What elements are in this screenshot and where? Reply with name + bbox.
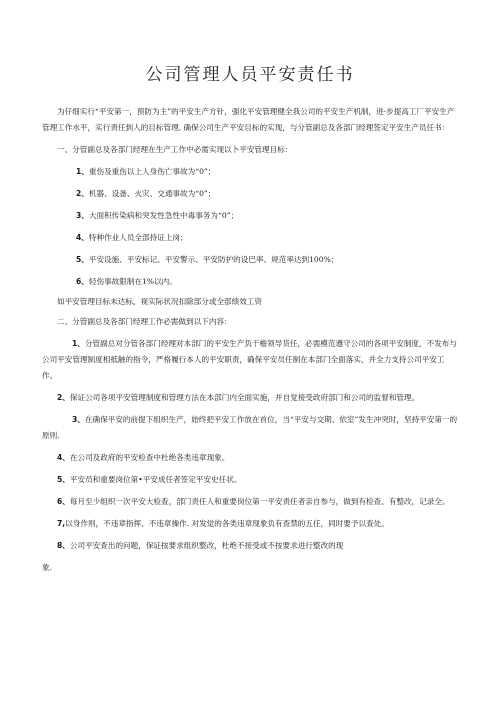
target-item [42, 208, 458, 224]
target-text: 轻伤事故限制在1%以内。 [88, 277, 177, 286]
target-number: 5、 [76, 255, 89, 264]
duty-item [42, 472, 458, 488]
duty-item [42, 450, 458, 466]
continuation-line: 象. [42, 563, 53, 572]
target-item [42, 164, 458, 180]
duty-number: 2、 [57, 393, 70, 402]
duty-number: 3、 [72, 415, 85, 424]
target-number: 6、 [76, 277, 89, 286]
target-text: 特种作业人员全部持证上岗； [88, 233, 188, 242]
duty-item [42, 336, 458, 384]
duty-item [42, 538, 458, 554]
duty-text: 每月至少组织一次平安大检查，部门责任人和重要岗位第一平安责任者亲自参与，做到有检查、有整改，记录全。 [69, 497, 450, 506]
duty-number: 5、 [57, 475, 70, 484]
duty-number: 6、 [57, 497, 70, 506]
duty-text: 分管副总对分管各部门经理对本部门的平安生产负干檐领导货任，必需模范遵守公司的各项平安制度，不发布与公司平安管理制度相抵触的指令，严格履行本人的平安职责，确保平安员任制在本部门全面落实，并全力支持公司平安工作。 [42, 339, 457, 380]
duty-number: 4、 [57, 453, 70, 462]
target-item [42, 274, 458, 290]
duty-item [42, 390, 458, 406]
target-item [42, 186, 458, 202]
target-text: 重伤及重伤以上人身伤亡事故为“0”； [88, 167, 216, 176]
duty-item [42, 494, 458, 510]
duty-number: 1、 [72, 339, 85, 348]
duty-text: 平安员和重要岗位第•平安成任者签定平安史任状。 [69, 475, 242, 484]
target-item [42, 230, 458, 246]
target-item [42, 252, 458, 268]
document-body [42, 104, 458, 576]
target-text: 大面积传染病和突发性急性中毒事务为“0”； [88, 211, 239, 220]
duty-number: 7, [57, 519, 66, 528]
duty-text: 公司平安查出的问题，保证按要求组织整改，杜绝不接受或不按要求进行整改的现 [69, 541, 344, 550]
target-text: 平安设施、平安标记、平安警示、平安防护的设巴率、规范率达到100%； [88, 255, 339, 264]
duty-item [42, 412, 458, 444]
duty-list [42, 336, 458, 554]
target-list [42, 164, 458, 290]
target-text: 机器、设备、火灾、交通事故为“0”； [88, 189, 216, 198]
penalty-note: 如平安管理目标未达标，视实际状况扣除部分或全部绩效工资 [57, 297, 263, 306]
duty-text: 以身作则，不违章指挥、不违章操作. 对发觉的各类违章现象负有查禁的五任，同时要予以查处。 [65, 519, 389, 528]
target-number: 2、 [76, 189, 89, 198]
duty-text: 保证公司各项平安管理制度和管理方法在本部门内全面实施，并自觉接受政府部门和公司的监督和管理。 [69, 393, 420, 402]
duty-item [42, 516, 458, 532]
section-2-heading: 二、分管副总及各部门经理工作必需做到以下内容： [57, 317, 232, 326]
intro-paragraph: 为仔细实行“平安第一，预防为主”的平安生产方针，强化平安管理健全我公司的平安生产机制，进·步提高工厂平安生产管理工作水平，实行责任到人的目标管理, 确保公司生产平安目标的实现，与分管副总及各部门经理签定平安生产员任书： [42, 107, 455, 132]
target-number: 1、 [76, 167, 89, 176]
target-number: 3、 [76, 211, 89, 220]
duty-text: 在公司及政府的平安检查中杜绝各类违章现象。 [69, 453, 230, 462]
duty-number: 8、 [57, 541, 70, 550]
duty-text: 在确保平安的前提下组织生产，始终把平安工作放在首位，当“平安与交期、依室”发生冲突时，坚持平安第一的原则. [42, 415, 458, 440]
section-1-heading: 一、分管副总及各部门经理在生产工作中必需实现以卜平安管理目标： [57, 145, 293, 154]
document-title: 公司管理人员平安责任书 [145, 65, 355, 85]
target-number: 4、 [76, 233, 89, 242]
